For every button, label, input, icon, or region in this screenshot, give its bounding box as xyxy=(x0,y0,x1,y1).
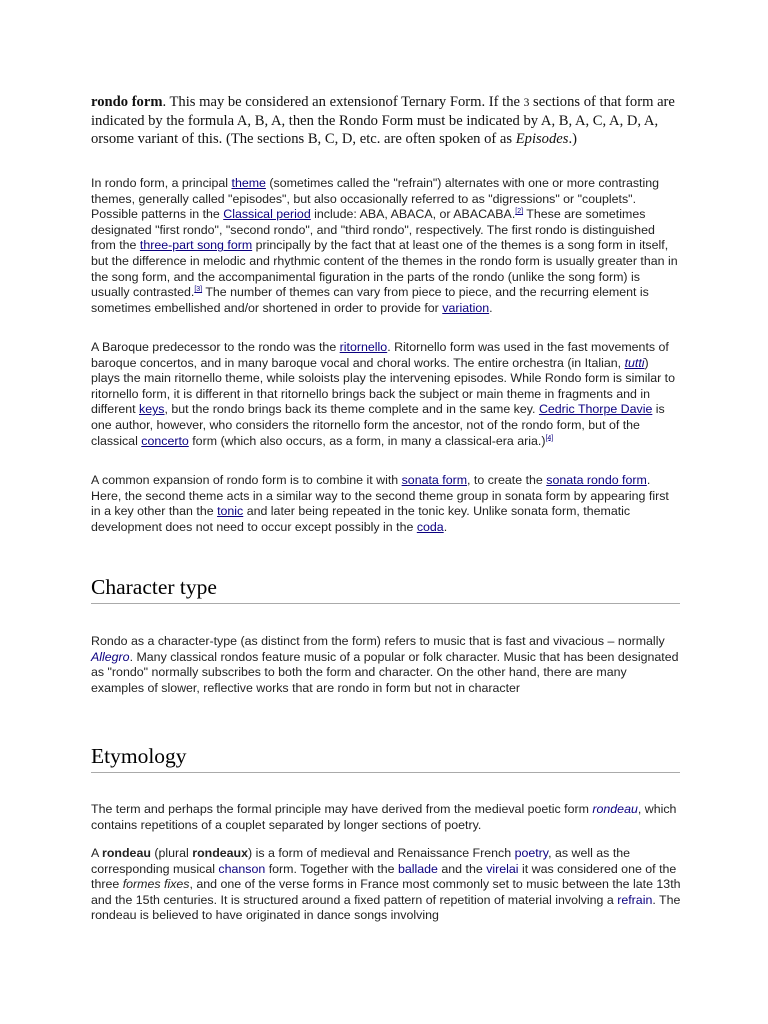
link-chanson[interactable]: chanson xyxy=(218,861,266,876)
link-classical-period[interactable]: Classical period xyxy=(223,207,311,222)
link-ritornello[interactable]: ritornello xyxy=(339,340,388,354)
paragraph-rondeau: A rondeau (plural rondeaux) is a form of medieval and Renaissance French poetry, as well as the corresponding musical chanson form. Together with the ballade and the virelai it was considered one of the three formes fixes, and one of the verse forms in France most commonly set to music between the late 13th and the 15th centuries. It is structured around a fixed pattern of repetition of material involving a refrain. The rondeau is believed to have originated in dance songs involving xyxy=(91,846,681,923)
citation-4[interactable]: [4] xyxy=(545,434,554,442)
paragraph-character-type: Rondo as a character-type (as distinct from the form) refers to music that is fast and vivacious – normally Allegro. Many classical rondos feature music of a popular or folk character. Music that has been designated as "rondo" normally subscribes to both the form and character. On the other hand, there are many examples of slower, reflective works that are rondo in form but not in character xyxy=(91,634,679,695)
episodes-term: Episodes xyxy=(515,131,569,147)
citation-3[interactable]: [3] xyxy=(194,286,203,294)
section-count: 3 xyxy=(523,97,530,109)
link-tutti[interactable]: tutti xyxy=(624,355,645,370)
link-keys[interactable]: keys xyxy=(139,402,165,417)
link-poetry[interactable]: poetry xyxy=(514,846,549,860)
intro-paragraph: rondo form. This may be considered an extensionof Ternary Form. If the 3 sections of that form are indicated by the formula A, B, A, then the Rondo Form must be indicated by A, B, A, C, A, D, A, orsome variant of this. (The sections B, C, D, etc. are often spoken of as Episodes.) xyxy=(91,94,675,147)
paragraph-sonata-rondo: A common expansion of rondo form is to combine it with sonata form, to create the sonata rondo form. Here, the second theme acts in a similar way to the second theme group in sonata form by appearing first in a key other than the tonic and later being repeated in the tonic key. Unlike sonata form, thematic development does not need to occur except possibly in the coda. xyxy=(91,473,669,534)
link-three-part-song-form[interactable]: three-part song form xyxy=(139,238,253,253)
link-tonic[interactable]: tonic xyxy=(217,504,244,519)
link-refrain[interactable]: refrain xyxy=(617,892,653,907)
link-theme[interactable]: theme xyxy=(231,176,266,190)
paragraph-rondo-form: In rondo form, a principal theme (sometimes called the "refrain") alternates with one or more contrasting themes, generally called "episodes", but also occasionally referred to as "digressions" or "couplets". Possible patterns in the Classical period include: ABA, ABACA, or ABACABA.[2] These are sometimes designated "first rondo", "second rondo", and "third rondo", respectively. The first rondo is distinguished from the three-part song form principally by the fact that at least one of the themes is a song form in itself, but the difference in melodic and rhythmic content of the themes in the rondo form is usually greater than in the song form, and the accompanimental figuration in the parts of the rondo (unlike the song form) is usually contrasted.[3] The number of themes can vary from piece to piece, and the recurring element is sometimes embellished and/or shortened in order to provide for variation. xyxy=(91,176,678,315)
paragraph-ritornello: A Baroque predecessor to the rondo was the ritornello. Ritornello form was used in the fast movements of baroque concertos, and in many baroque vocal and choral works. The entire orchestra (in Italian, tutti) plays the main ritornello theme, while soloists play the intervening episodes. While Rondo form is similar to ritornello form, it is different in that ritornello brings back the subject or main theme in fragments and in different keys, but the rondo brings back its theme complete and in the same key. Cedric Thorpe Davie is one author, however, who considers the ritornello form the ancestor, not of the rondo form, but of the classical concerto form (which also occurs, as a form, in many a classical-era aria.)[4] xyxy=(91,340,675,448)
link-virelai[interactable]: virelai xyxy=(486,861,519,876)
paragraph-etymology: The term and perhaps the formal principle may have derived from the medieval poetic form rondeau, which contains repetitions of a couplet separated by longer sections of poetry. xyxy=(91,802,677,832)
link-sonata-rondo-form[interactable]: sonata rondo form xyxy=(546,473,647,487)
link-concerto[interactable]: concerto xyxy=(141,433,189,448)
citation-2[interactable]: [2] xyxy=(515,208,524,216)
link-allegro[interactable]: Allegro xyxy=(91,649,130,664)
heading-etymology: Etymology xyxy=(91,743,680,773)
intro-term: rondo form xyxy=(91,94,163,110)
link-rondeau[interactable]: rondeau xyxy=(592,802,638,816)
link-ballade[interactable]: ballade xyxy=(397,861,438,876)
link-sonata-form[interactable]: sonata form xyxy=(401,473,468,487)
link-coda[interactable]: coda xyxy=(416,519,444,534)
link-cedric-thorpe-davie[interactable]: Cedric Thorpe Davie xyxy=(538,402,653,417)
heading-character-type: Character type xyxy=(91,574,680,604)
link-variation[interactable]: variation xyxy=(442,300,490,315)
